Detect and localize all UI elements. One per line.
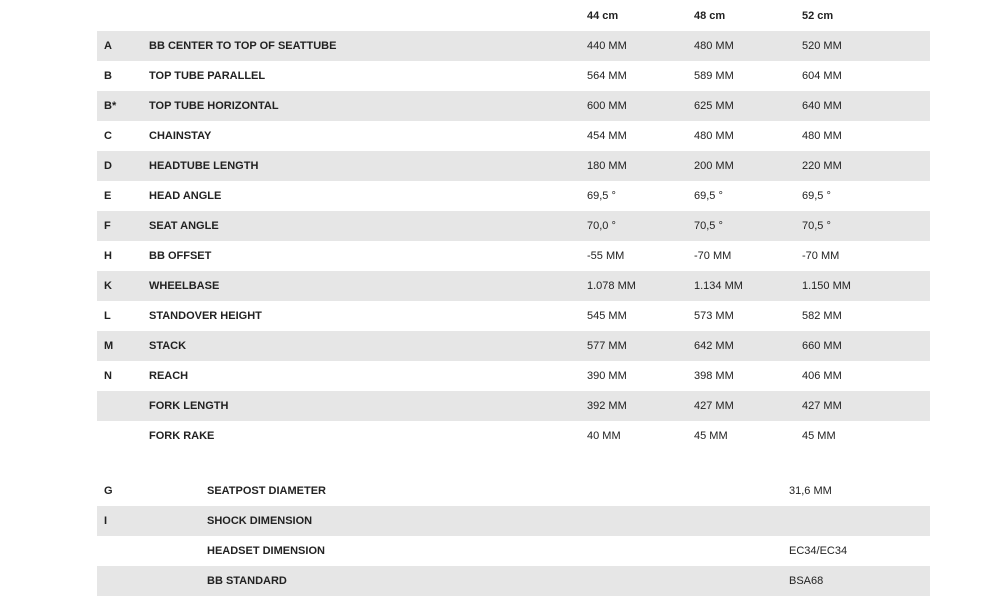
table-row (97, 391, 930, 421)
header-size-48: 48 cm (694, 9, 726, 22)
row-value: 577 MM (587, 331, 694, 361)
row-value: 392 MM (587, 391, 694, 421)
row-code: N (104, 370, 112, 382)
row-code: A (97, 31, 149, 61)
row-code: E (104, 190, 112, 202)
table-row (97, 31, 930, 61)
table-row (97, 121, 930, 151)
row-code: B (104, 70, 112, 82)
row-value: 69,5 ° (694, 190, 723, 202)
spec-code: I (97, 506, 207, 536)
row-value: 69,5 ° (802, 190, 831, 202)
header-code (97, 0, 149, 31)
spec-value: BSA68 (789, 566, 930, 596)
row-value: 625 MM (694, 91, 802, 121)
spec-value (789, 506, 930, 536)
row-value: 40 MM (587, 430, 621, 442)
row-value: 70,5 ° (694, 211, 802, 241)
header-label (149, 0, 587, 31)
row-label: STACK (149, 331, 587, 361)
row-code: K (97, 271, 149, 301)
row-value: 427 MM (694, 391, 802, 421)
spec-value: 31,6 MM (789, 485, 832, 497)
row-value: -70 MM (802, 250, 840, 262)
row-value: -70 MM (694, 250, 732, 262)
row-value: 660 MM (802, 331, 930, 361)
table-row (97, 61, 930, 91)
header-size-52: 52 cm (802, 9, 834, 22)
row-value: 480 MM (802, 130, 842, 142)
geometry-rows (97, 31, 930, 451)
row-code (97, 421, 149, 451)
row-value: 564 MM (587, 70, 627, 82)
table-row (97, 536, 930, 566)
row-label: WHEELBASE (149, 271, 587, 301)
table-row (97, 566, 930, 596)
row-value: 573 MM (694, 310, 734, 322)
row-value: 220 MM (802, 151, 930, 181)
row-value: 520 MM (802, 31, 930, 61)
spec-rows (97, 476, 930, 596)
row-value: 600 MM (587, 91, 694, 121)
row-label: REACH (149, 370, 189, 382)
row-label: TOP TUBE PARALLEL (149, 70, 266, 82)
row-value: 390 MM (587, 370, 627, 382)
row-label: FORK LENGTH (149, 391, 587, 421)
row-value: 70,5 ° (802, 211, 930, 241)
row-value: 440 MM (587, 31, 694, 61)
spec-code (97, 566, 207, 596)
row-value: 480 MM (694, 130, 734, 142)
row-value: 1.134 MM (694, 271, 802, 301)
header-size-44: 44 cm (587, 9, 619, 22)
spec-code: G (104, 485, 113, 497)
row-value: 604 MM (802, 70, 842, 82)
table-row (97, 181, 930, 211)
row-label: CHAINSTAY (149, 130, 212, 142)
spec-value: EC34/EC34 (789, 545, 848, 557)
row-value: 180 MM (587, 151, 694, 181)
row-label: FORK RAKE (149, 430, 215, 442)
row-value: 1.150 MM (802, 271, 930, 301)
row-value: -55 MM (587, 250, 625, 262)
table-row (97, 241, 930, 271)
row-value: 398 MM (694, 370, 734, 382)
specs-table (97, 476, 930, 596)
row-label: SEAT ANGLE (149, 211, 587, 241)
row-value: 1.078 MM (587, 271, 694, 301)
row-value: 427 MM (802, 391, 930, 421)
row-label: HEAD ANGLE (149, 190, 222, 202)
row-code: F (97, 211, 149, 241)
table-row (97, 331, 930, 361)
row-label: STANDOVER HEIGHT (149, 310, 262, 322)
row-code: B* (97, 91, 149, 121)
row-value: 545 MM (587, 310, 627, 322)
row-value: 640 MM (802, 91, 930, 121)
row-label: TOP TUBE HORIZONTAL (149, 91, 587, 121)
row-value: 406 MM (802, 370, 842, 382)
table-row (97, 151, 930, 181)
row-value: 200 MM (694, 151, 802, 181)
row-label: BB OFFSET (149, 250, 212, 262)
row-code (97, 391, 149, 421)
row-value: 454 MM (587, 130, 627, 142)
row-value: 69,5 ° (587, 190, 616, 202)
table-row (97, 211, 930, 241)
geometry-header-row (97, 0, 930, 31)
row-label: BB CENTER TO TOP OF SEATTUBE (149, 31, 587, 61)
table-row (97, 421, 930, 451)
spec-label: HEADSET DIMENSION (207, 545, 325, 557)
row-value: 480 MM (694, 31, 802, 61)
table-row (97, 91, 930, 121)
spec-label: SEATPOST DIAMETER (207, 485, 326, 497)
table-row (97, 361, 930, 391)
row-value: 589 MM (694, 70, 734, 82)
spec-code (97, 536, 207, 566)
row-code: D (97, 151, 149, 181)
row-code: M (97, 331, 149, 361)
row-label: HEADTUBE LENGTH (149, 151, 587, 181)
row-code: H (104, 250, 112, 262)
row-value: 642 MM (694, 331, 802, 361)
spec-label: BB STANDARD (207, 566, 789, 596)
table-row (97, 271, 930, 301)
row-value: 45 MM (694, 430, 728, 442)
row-value: 582 MM (802, 310, 842, 322)
table-row (97, 506, 930, 536)
row-code: C (104, 130, 112, 142)
table-row (97, 301, 930, 331)
geometry-table (97, 0, 930, 451)
spec-label: SHOCK DIMENSION (207, 506, 789, 536)
row-value: 45 MM (802, 430, 836, 442)
row-code: L (104, 310, 111, 322)
row-value: 70,0 ° (587, 211, 694, 241)
table-row (97, 476, 930, 506)
